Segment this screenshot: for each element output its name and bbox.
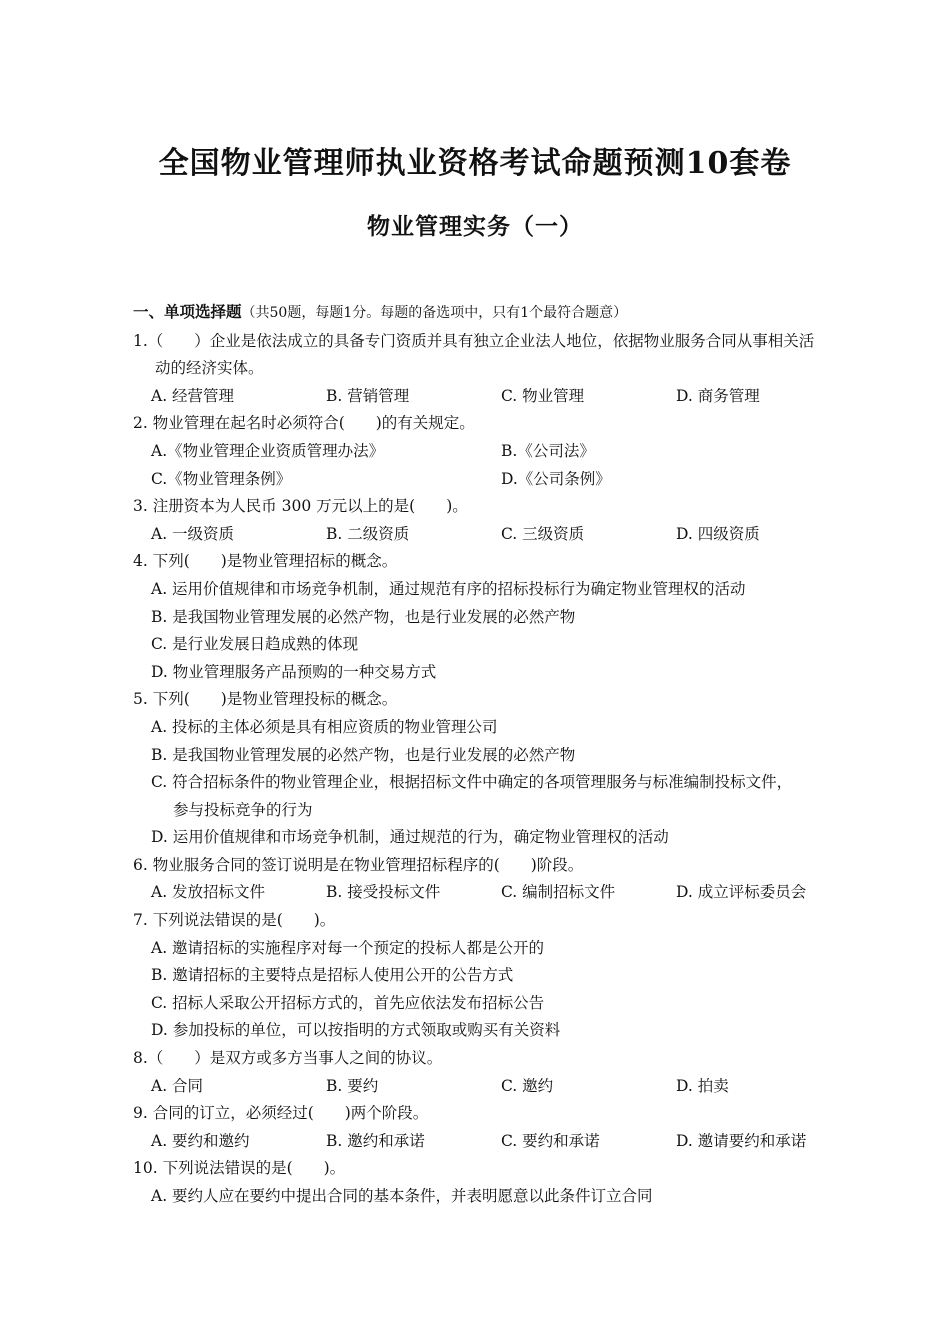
question-stem: 5. 下列( )是物业管理投标的概念。 xyxy=(133,690,398,709)
option-item: D. 参加投标的单位，可以按指明的方式领取或购买有关资料 xyxy=(151,1021,561,1040)
question-item xyxy=(133,852,873,907)
option-item: B. 邀约和承诺 xyxy=(326,1131,425,1150)
page-title: 全国物业管理师执业资格考试命题预测10套卷 xyxy=(158,146,792,181)
question-item xyxy=(133,1045,873,1100)
question-stem: 6. 物业服务合同的签订说明是在物业管理招标程序的( )阶段。 xyxy=(133,855,584,874)
question-stem: 10. 下列说法错误的是( )。 xyxy=(133,1159,346,1178)
questions xyxy=(133,328,873,1211)
option-group xyxy=(133,714,873,852)
option-item: C. 三级资质 xyxy=(501,524,585,543)
option-item: B. 要约 xyxy=(326,1076,379,1095)
option-item: C. 招标人采取公开招标方式的，首先应依法发布招标公告 xyxy=(151,993,545,1012)
question-stem: 动的经济实体。 xyxy=(155,359,264,378)
question-stem: 3. 注册资本为人民币 300 万元以上的是( )。 xyxy=(133,497,468,516)
option-group xyxy=(133,1183,873,1211)
option-group xyxy=(133,879,873,907)
option-item: D. 成立评标委员会 xyxy=(676,883,807,902)
option-item: A. 投标的主体必须是具有相应资质的物业管理公司 xyxy=(151,717,498,736)
question-item xyxy=(133,907,873,1045)
option-item: B. 营销管理 xyxy=(326,386,410,405)
section-title: 一、单项选择题 xyxy=(133,302,242,321)
question-stem: 9. 合同的订立，必须经过( )两个阶段。 xyxy=(133,1104,429,1123)
option-item: C. 是行业发展日趋成熟的体现 xyxy=(151,635,359,654)
question-stem: 4. 下列( )是物业管理招标的概念。 xyxy=(133,552,398,571)
question-item xyxy=(133,548,873,686)
option-group xyxy=(133,1073,873,1101)
option-item: D. 四级资质 xyxy=(676,524,760,543)
section-heading xyxy=(133,298,873,328)
option-item: D. 运用价值规律和市场竞争机制，通过规范的行为，确定物业管理权的活动 xyxy=(151,828,669,847)
question-stem: 8.（ ）是双方或多方当事人之间的协议。 xyxy=(133,1049,443,1068)
option-item: A.《物业管理企业资质管理办法》 xyxy=(151,441,385,460)
option-item: A. 一级资质 xyxy=(151,524,235,543)
option-group xyxy=(133,1128,873,1156)
question-item xyxy=(133,686,873,852)
option-item: 参与投标竞争的行为 xyxy=(173,800,313,819)
option-group xyxy=(133,935,873,1045)
option-item: A. 运用价值规律和市场竞争机制，通过规范有序的招标投标行为确定物业管理权的活动 xyxy=(151,579,746,598)
option-item: B. 是我国物业管理发展的必然产物，也是行业发展的必然产物 xyxy=(151,745,576,764)
question-item xyxy=(133,1155,873,1210)
option-item: B. 邀请招标的主要特点是招标人使用公开的公告方式 xyxy=(151,966,514,985)
option-item: B. 是我国物业管理发展的必然产物，也是行业发展的必然产物 xyxy=(151,607,576,626)
option-item: A. 要约人应在要约中提出合同的基本条件，并表明愿意以此条件订立合同 xyxy=(151,1187,653,1205)
option-group xyxy=(133,576,873,686)
option-item: D. 商务管理 xyxy=(676,386,760,405)
option-item: D. 拍卖 xyxy=(676,1076,729,1095)
option-item: D.《公司条例》 xyxy=(501,469,611,488)
option-item: A. 邀请招标的实施程序对每一个预定的投标人都是公开的 xyxy=(151,938,545,957)
question-item xyxy=(133,328,873,411)
question-stem: 2. 物业管理在起名时必须符合( )的有关规定。 xyxy=(133,414,475,433)
option-item: C. 编制招标文件 xyxy=(501,883,616,902)
option-item: B. 接受投标文件 xyxy=(326,883,441,902)
option-item: D. 邀请要约和承诺 xyxy=(676,1131,807,1150)
option-item: C.《物业管理条例》 xyxy=(151,469,292,488)
option-item: A. 要约和邀约 xyxy=(151,1131,250,1150)
option-item: C. 符合招标条件的物业管理企业，根据招标文件中确定的各项管理服务与标准编制投标文件， xyxy=(151,773,793,792)
option-group xyxy=(133,521,873,549)
question-stem: 1.（ ）企业是依法成立的具备专门资质并具有独立企业法人地位，依据物业服务合同从事相关活 xyxy=(133,331,815,350)
option-item: C. 物业管理 xyxy=(501,386,585,405)
option-item: C. 邀约 xyxy=(501,1076,554,1095)
page-subtitle: 物业管理实务（一） xyxy=(367,213,583,240)
option-group xyxy=(133,438,873,493)
option-group xyxy=(133,383,873,411)
option-item: B. 二级资质 xyxy=(326,524,410,543)
section-note: （共50题，每题1分。每题的备选项中，只有1个最符合题意） xyxy=(241,305,628,321)
option-item: C. 要约和承诺 xyxy=(501,1131,600,1150)
option-item: A. 经营管理 xyxy=(151,386,235,405)
question-list xyxy=(133,298,873,1211)
option-item: B.《公司法》 xyxy=(501,441,595,460)
option-item: D. 物业管理服务产品预购的一种交易方式 xyxy=(151,662,437,681)
option-item: A. 发放招标文件 xyxy=(151,883,266,902)
question-item xyxy=(133,410,873,493)
question-stem: 7. 下列说法错误的是( )。 xyxy=(133,911,336,930)
question-item xyxy=(133,493,873,548)
option-item: A. 合同 xyxy=(151,1076,204,1095)
question-item xyxy=(133,1100,873,1155)
